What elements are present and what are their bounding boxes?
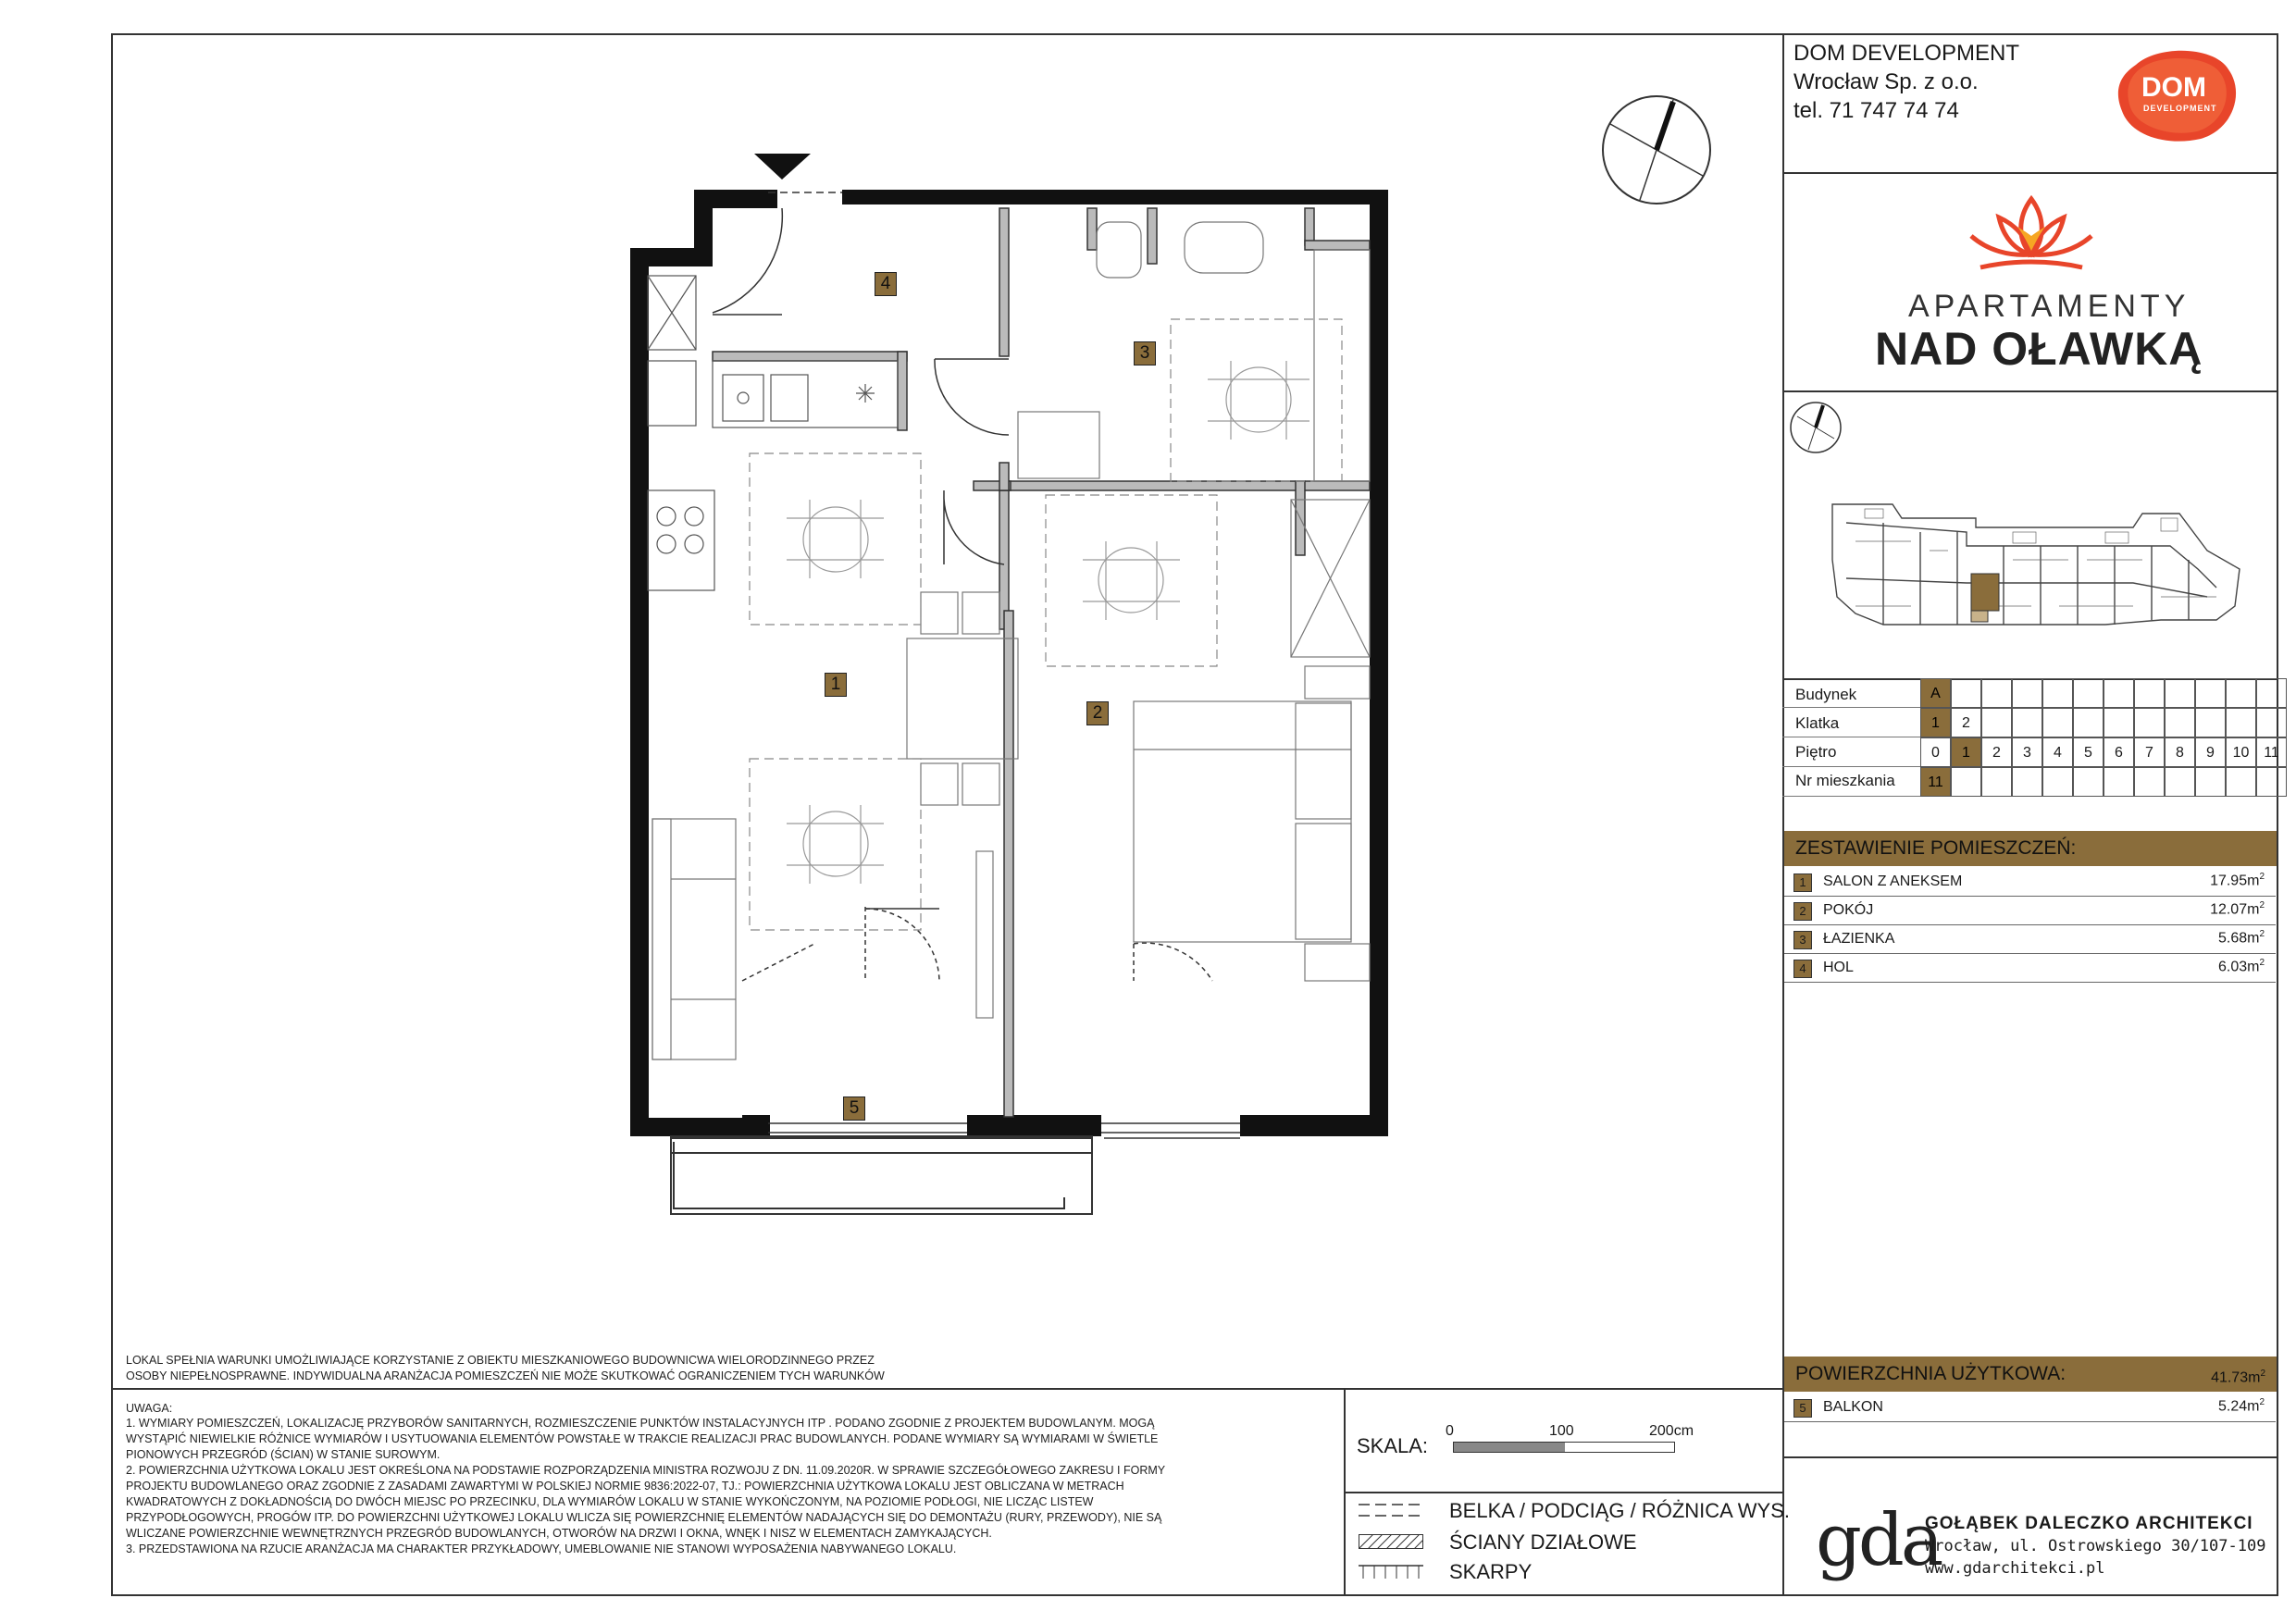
legend-slope-label: SKARPY	[1449, 1560, 1533, 1583]
legend-beam-label: BELKA / PODCIĄG / RÓŻNICA WYS.	[1449, 1499, 1790, 1522]
floor-cell: 4	[2042, 737, 2073, 767]
floor-cell: 8	[2165, 737, 2195, 767]
room-label-5: 5	[843, 1096, 865, 1121]
floor-plan	[629, 148, 1388, 1221]
note-line: 2. POWIERZCHNIA UŻYTKOWA LOKALU JEST OKREŚLONA NA PODSTAWIE ROZPORZĄDZENIA MINISTRA ROZWOJU Z DN. 11.09.2020R. W SPRAWIE SZCZEGÓŁOWEGO ZAKRESU I FORMY	[126, 1464, 1166, 1477]
usable-area-label: POWIERZCHNIA UŻYTKOWA:	[1795, 1363, 2066, 1384]
company-divider	[1782, 172, 2278, 174]
architect-address: Wrocław, ul. Ostrowskiego 30/107-109	[1925, 1537, 2266, 1555]
keyplan-compass-icon	[1788, 400, 1843, 455]
legend-divider	[1344, 1492, 1782, 1493]
note-line: 3. PRZEDSTAWIONA NA RZUCIE ARANŻACJA MA CHARAKTER PRZYKŁADOWY, UMEBLOWANIE NIE STANOWI WYPOSAŻENIA NABYWANEGO LOKALU.	[126, 1542, 957, 1555]
accessibility-note-line-2: OSOBY NIEPEŁNOSPRAWNE. INDYWIDUALNA ARANŻACJA POMIESZCZEŃ NIE MOŻE SKUTKOWAĆ OGRANICZENIEM TYCH WARUNKÓW	[126, 1369, 885, 1382]
room-number-badge: 3	[1793, 931, 1812, 949]
floor-cell: 10	[2226, 737, 2256, 767]
building-cell	[1981, 678, 2012, 708]
rooms-header: ZESTAWIENIE POMIESZCZEŃ:	[1784, 831, 2277, 866]
note-line: PRZYPODŁOGOWYCH, PROGÓW ITP. DO POWIERZCHNI UŻYTKOWEJ LOKALU WLICZA SIĘ POWIERZCHNIĘ ELEMENTÓW NADAJĄCYCH SIĘ DO DEMONTAŻU (RURY, PRZEWODY), NIE SĄ	[126, 1511, 1162, 1524]
room-label-2: 2	[1086, 701, 1109, 725]
lotus-logo-icon	[1962, 190, 2101, 278]
stair-cell: 1	[1920, 708, 1951, 737]
stair-label: Klatka	[1795, 714, 1840, 732]
building-cell: A	[1920, 678, 1951, 708]
room-name: ŁAZIENKA	[1823, 931, 1895, 947]
unit-cell	[2073, 767, 2104, 797]
building-cell	[1951, 678, 1981, 708]
accessibility-note-line-1: LOKAL SPEŁNIA WARUNKI UMOŻLIWIAJĄCE KORZYSTANIE Z OBIEKTU MIESZKANIOWEGO BUDOWNICWA WIELORODZINNEGO PRZEZ	[126, 1354, 875, 1367]
scale-bar-fill	[1454, 1443, 1565, 1452]
room-number-badge: 4	[1793, 960, 1812, 978]
unit-cell	[1981, 767, 2012, 797]
unit-cell	[2042, 767, 2073, 797]
building-cell	[2195, 678, 2226, 708]
unit-cell	[2012, 767, 2042, 797]
project-name-line1: APARTAMENTY	[1908, 289, 2191, 324]
dom-logo-subtext: DEVELOPMENT	[2143, 104, 2217, 113]
stair-cell	[2134, 708, 2165, 737]
unit-cell	[2165, 767, 2195, 797]
floor-cell: 3	[2012, 737, 2042, 767]
stair-cell	[2073, 708, 2104, 737]
floor-cell: 5	[2073, 737, 2104, 767]
floor-cell: 11	[2256, 737, 2287, 767]
note-line: KWADRATOWYCH Z DOKŁADNOŚCIĄ DO DWÓCH MIEJSC PO PRZECINKU, DLA WYMIARÓW LOKALU W STANIE WYKOŃCZONYM, NA POZIOMIE PODŁOGI, NIE LICZĄC LISTEW	[126, 1495, 1094, 1508]
stair-cell	[2165, 708, 2195, 737]
unit-cell	[1951, 767, 1981, 797]
room-number-badge: 5	[1793, 1399, 1812, 1418]
building-key-plan	[1828, 495, 2244, 634]
room-number-badge: 2	[1793, 902, 1812, 921]
building-cell	[2256, 678, 2287, 708]
stair-cell	[2256, 708, 2287, 737]
balcony-row	[1784, 1394, 2276, 1422]
building-cell	[2042, 678, 2073, 708]
room-row	[1784, 897, 2276, 925]
unit-cell	[2134, 767, 2165, 797]
scale-tick-0: 0	[1446, 1423, 1454, 1439]
legend-ticks-symbol	[1359, 1564, 1423, 1580]
company-name: DOM DEVELOPMENT	[1793, 41, 2020, 66]
room-name: POKÓJ	[1823, 902, 1874, 918]
usable-area-value: $41.73m^2$	[2211, 1369, 2265, 1386]
stair-cell	[2042, 708, 2073, 737]
note-line: WYSTĄPIĆ NIEWIELKIE RÓŻNICE WYMIARÓW I USYTUOWANIA ELEMENTÓW POWSTAŁE W TRAKCIE REALIZACJI PRAC BUDOWLANYCH. PODANE WYMIARY SĄ WYMIARAMI W ŚWIETLE	[126, 1432, 1159, 1445]
brand-divider	[1782, 390, 2278, 392]
note-line: 1. WYMIARY POMIESZCZEŃ, LOKALIZACJĘ PRZYBORÓW SANITARNYCH, ROZMIESZCZENIE PUNKTÓW INSTALACYJNYCH ITP . PODANO ZGODNIE Z PROJEKTEM BUDOWLANYM. MOGĄ	[126, 1417, 1155, 1430]
company-phone: tel. 71 747 74 74	[1793, 98, 1959, 123]
legend-partition-label: ŚCIANY DZIAŁOWE	[1449, 1530, 1637, 1554]
stair-cell	[2195, 708, 2226, 737]
room-label-1: 1	[825, 673, 847, 697]
room-name: BALKON	[1823, 1399, 1883, 1415]
room-area: $5.24m^2$	[2217, 1397, 2265, 1415]
project-name-line2: NAD OŁAWKĄ	[1875, 323, 2203, 375]
north-compass-icon	[1599, 93, 1714, 207]
stair-cell	[2226, 708, 2256, 737]
stair-cell	[2104, 708, 2134, 737]
floor-label: Piętro	[1795, 743, 1837, 761]
note-line: PROJEKTU BUDOWLANEGO ORAZ ZGODNIE Z ZASADAMI ZAWARTYMI W POLSKIEJ NORMIE 9836:2022-07, TJ.: POWIERZCHNIA UŻYTKOWA LOKALU JEST OBLICZANA W METRACH	[126, 1480, 1124, 1493]
floor-cell: 6	[2104, 737, 2134, 767]
architect-logo: gda	[1816, 1499, 1941, 1582]
room-number-badge: 1	[1793, 873, 1812, 892]
room-row	[1784, 954, 2276, 983]
scale-bar	[1453, 1442, 1675, 1453]
architect-website: www.gdarchitekci.pl	[1925, 1559, 2105, 1578]
building-cell	[2073, 678, 2104, 708]
note-line: WLICZANE POWIERZCHNIE WEWNĘTRZNYCH PRZEGRÓD BUDOWLANYCH, OTWORÓW NA DRZWI I OKNA, WNĘK I NISZ W ELEMENTACH ZAMYKAJĄCYCH.	[126, 1527, 992, 1540]
dom-logo-text: DOM	[2141, 72, 2206, 103]
building-cell	[2104, 678, 2134, 708]
building-cell	[2134, 678, 2165, 708]
unit-cell	[2256, 767, 2287, 797]
unit-number-label: Nr mieszkania	[1795, 772, 1895, 789]
notes-divider	[111, 1388, 1784, 1390]
scale-tick-200: 200cm	[1649, 1423, 1694, 1439]
unit-cell	[2226, 767, 2256, 797]
building-cell	[2012, 678, 2042, 708]
room-row	[1784, 925, 2276, 954]
room-area: $5.68m^2$	[2217, 929, 2265, 947]
notes-title: UWAGA:	[126, 1402, 173, 1415]
building-cell	[2165, 678, 2195, 708]
room-label-3: 3	[1134, 341, 1156, 365]
room-area: $6.03m^2$	[2217, 958, 2265, 975]
scale-tick-100: 100	[1549, 1423, 1574, 1439]
floor-cell: 7	[2134, 737, 2165, 767]
stair-cell	[1981, 708, 2012, 737]
dom-development-logo	[2108, 46, 2247, 148]
room-area: $12.07m^2$	[2210, 900, 2265, 918]
legend-hatched-symbol	[1359, 1534, 1423, 1549]
legend-dashed-symbol	[1359, 1501, 1423, 1519]
building-label: Budynek	[1795, 686, 1857, 703]
architect-divider	[1782, 1456, 2278, 1458]
stair-cell: 2	[1951, 708, 1981, 737]
unit-cell: 11	[1920, 767, 1951, 797]
floor-cell: 1	[1951, 737, 1981, 767]
room-label-4: 4	[875, 272, 897, 296]
floor-cell: 0	[1920, 737, 1951, 767]
unit-cell	[2104, 767, 2134, 797]
note-line: PIONOWYCH PRZEGRÓD (ŚCIAN) W STANIE SUROWYM.	[126, 1448, 441, 1461]
room-area: $17.95m^2$	[2210, 872, 2265, 889]
company-city: Wrocław Sp. z o.o.	[1793, 69, 1979, 94]
room-row	[1784, 868, 2276, 897]
room-name: SALON Z ANEKSEM	[1823, 873, 1963, 889]
unit-cell	[2195, 767, 2226, 797]
building-cell	[2226, 678, 2256, 708]
floor-cell: 9	[2195, 737, 2226, 767]
room-name: HOL	[1823, 960, 1854, 975]
stair-cell	[2012, 708, 2042, 737]
scale-label: SKALA:	[1357, 1434, 1429, 1457]
floor-cell: 2	[1981, 737, 2012, 767]
architect-name: GOŁĄBEK DALECZKO ARCHITEKCI	[1925, 1514, 2253, 1533]
usable-area-bar	[1784, 1357, 2277, 1392]
